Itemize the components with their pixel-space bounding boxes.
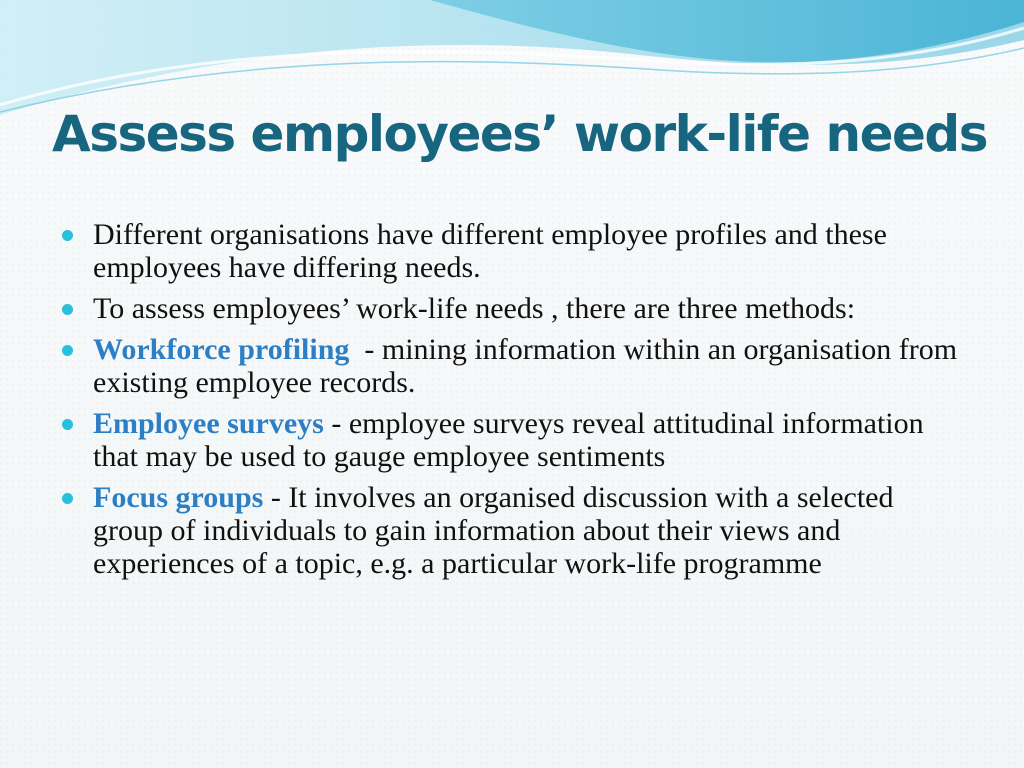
bullet-text: - employee surveys reveal attitudinal information that may be used to gauge employee sentiments xyxy=(93,407,932,473)
bullet-dot-icon xyxy=(62,304,73,315)
bullet-text: - It involves an organised discussion with a selected group of individuals to gain information about their views and experiences of a topic, e.g. a particular work-life programme xyxy=(93,481,901,580)
method-term: Employee surveys xyxy=(93,407,324,440)
bullet-dot-icon xyxy=(62,345,73,356)
bullet-text: To assess employees’ work-life needs , there are three methods: xyxy=(93,292,856,325)
bullet-dot-icon xyxy=(62,419,73,430)
bullet-list xyxy=(62,218,965,588)
list-item xyxy=(62,407,962,473)
list-item xyxy=(62,481,962,580)
bullet-dot-icon xyxy=(62,493,73,504)
bullet-dot-icon xyxy=(62,230,73,241)
list-item xyxy=(62,333,965,399)
list-item xyxy=(62,292,962,325)
list-item xyxy=(62,218,962,284)
slide-title: Assess employees’ work-life needs xyxy=(52,105,987,163)
method-term: Focus groups xyxy=(93,481,264,514)
bullet-text: Different organisations have different employee profiles and these employees have differing needs. xyxy=(93,218,887,284)
bullet-text: - mining information within an organisation from existing employee records. xyxy=(93,333,965,399)
method-term: Workforce profiling xyxy=(93,333,350,366)
header-wave-decoration xyxy=(0,0,1024,120)
